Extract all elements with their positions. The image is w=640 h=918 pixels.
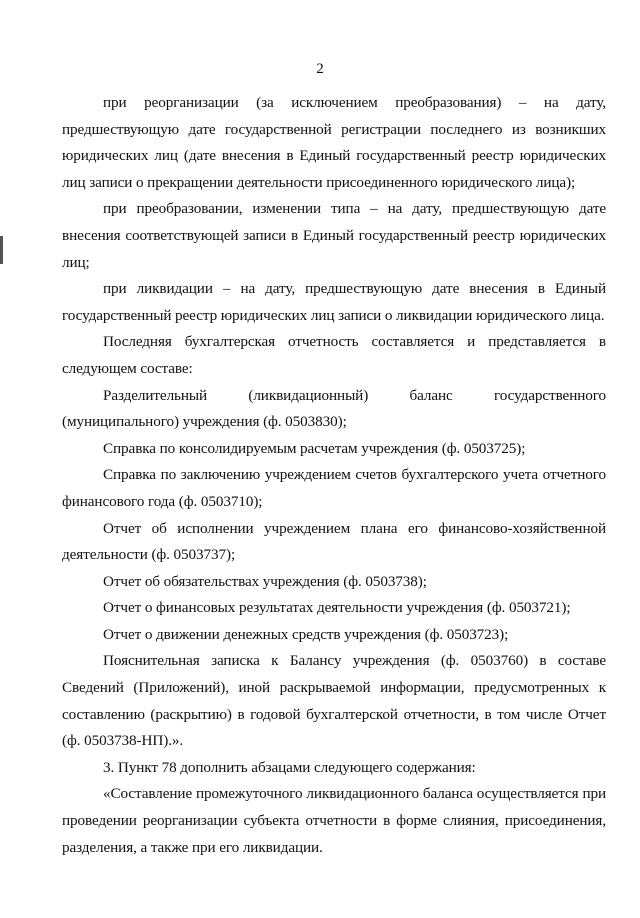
paragraph-closing-accounts: Справка по заключению учреждением счетов бухгалтерского учета отчетного финансового года (ф. 0503710);	[62, 466, 606, 510]
paragraph-financial-results: Отчет о финансовых результатах деятельности учреждения (ф. 0503721);	[103, 599, 571, 617]
paragraph-reorganization: при реорганизации (за исключением преобразования) – на дату, предшествующую дате государственной регистрации последнего из возникших юридических лиц (дате внесения в Единый государственный реестр юридических лиц записи о прекращении деятельности присоединенного юридического лица);	[62, 94, 606, 191]
scan-edge-mark	[0, 236, 3, 264]
paragraph-explanatory-note: Пояснительная записка к Балансу учреждения (ф. 0503760) в составе Сведений (Приложений), иной раскрываемой информации, предусмотренных к составлению (раскрытию) в годовой бухгалтерской отчетности, в том числе Отчет (ф. 0503738-НП).».	[62, 652, 606, 750]
document-body	[62, 90, 606, 861]
paragraph-separation-balance: Разделительный (ликвидационный) баланс государственного (муниципального) учреждения (ф. 0503830);	[62, 386, 606, 431]
paragraph-consolidated-settlements: Справка по консолидируемым расчетам учреждения (ф. 0503725);	[103, 439, 526, 457]
paragraph-cash-flow: Отчет о движении денежных средств учреждения (ф. 0503723);	[103, 625, 509, 643]
paragraph-transformation: при преобразовании, изменении типа – на дату, предшествующую дате внесения соответствующей записи в Единый государственный реестр юридических лиц;	[62, 200, 606, 271]
page-number: 2	[316, 61, 324, 77]
paragraph-liquidation: при ликвидации – на дату, предшествующую дате внесения в Единый государственный реестр юридических лиц записи о ликвидации юридического лица.	[62, 280, 606, 324]
paragraph-point-78: 3. Пункт 78 дополнить абзацами следующего содержания:	[103, 758, 476, 776]
paragraph-final-reporting: Последняя бухгалтерская отчетность составляется и представляется в следующем составе:	[62, 333, 606, 377]
paragraph-interim-liquidation-balance: «Составление промежуточного ликвидационного баланса осуществляется при проведении реорганизации субъекта отчетности в форме слияния, присоединения, разделения, а также при его ликвидации.	[62, 785, 606, 856]
paragraph-plan-execution: Отчет об исполнении учреждением плана его финансово-хозяйственной деятельности (ф. 0503737);	[62, 519, 606, 564]
paragraph-obligations: Отчет об обязательствах учреждения (ф. 0503738);	[103, 572, 427, 590]
